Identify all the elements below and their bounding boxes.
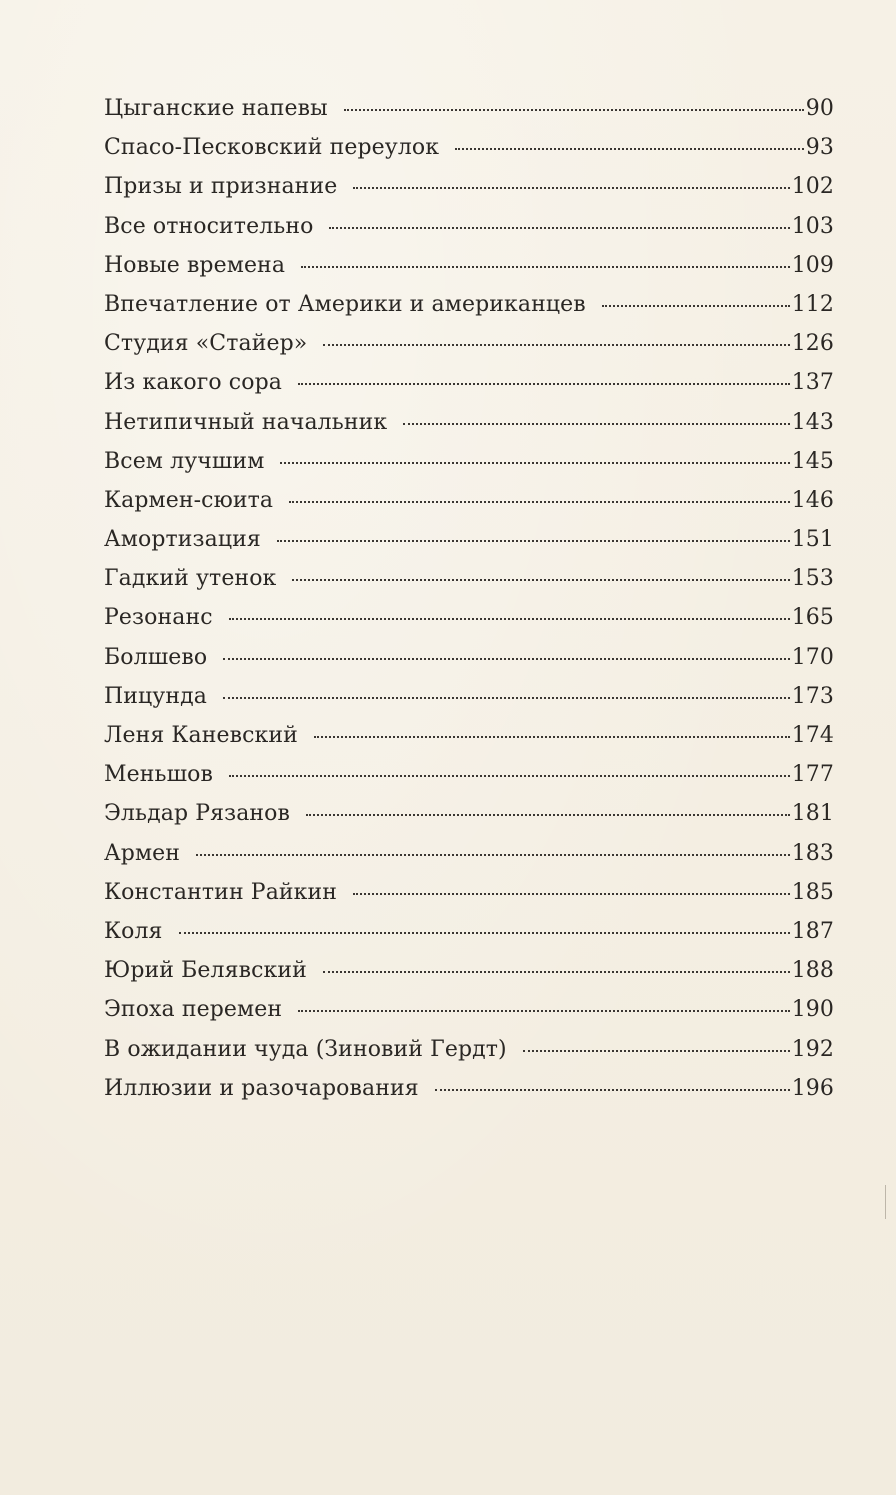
leader-dots xyxy=(196,854,790,856)
toc-entry xyxy=(104,684,834,723)
leader-dots xyxy=(323,971,790,973)
toc-entry-page: 137 xyxy=(791,370,834,396)
toc-entry-page: 173 xyxy=(791,683,834,709)
toc-entry-page: 145 xyxy=(791,448,834,474)
leader-dots xyxy=(229,775,790,777)
toc-entry-page: 143 xyxy=(791,409,834,435)
toc-entry xyxy=(104,801,834,840)
toc-entry xyxy=(104,566,834,605)
leader-dots xyxy=(298,1010,790,1012)
toc-entry-title: Спасо-Песковский переулок xyxy=(104,135,440,161)
page-edge-mark xyxy=(885,1185,886,1219)
toc-entry-page: 109 xyxy=(791,252,834,278)
leader-dots xyxy=(292,579,789,581)
toc-entry-page: 146 xyxy=(791,487,834,513)
toc-entry xyxy=(104,1037,834,1076)
toc-entry xyxy=(104,880,834,919)
toc-entry-page: 196 xyxy=(791,1075,834,1101)
toc-entry-page: 126 xyxy=(791,331,834,357)
toc-entry-title: Эпоха перемен xyxy=(104,997,283,1023)
toc-entry xyxy=(104,292,834,331)
toc-entry xyxy=(104,645,834,684)
toc-entry-page: 183 xyxy=(791,840,834,866)
toc-entry xyxy=(104,605,834,644)
leader-dots xyxy=(344,109,804,111)
toc-entry-title: Нетипичный начальник xyxy=(104,409,388,435)
leader-dots xyxy=(523,1050,790,1052)
toc-entry xyxy=(104,997,834,1036)
toc-entry-title: Иллюзии и разочарования xyxy=(104,1075,419,1101)
toc-entry xyxy=(104,919,834,958)
leader-dots xyxy=(223,697,790,699)
leader-dots xyxy=(223,658,790,660)
toc-entry-page: 174 xyxy=(791,723,834,748)
toc-entry-page: 177 xyxy=(791,762,834,788)
leader-dots xyxy=(229,618,790,620)
leader-dots xyxy=(306,814,790,816)
toc-entry xyxy=(104,1076,834,1115)
toc-entry-title: Армен xyxy=(104,840,181,866)
toc-entry xyxy=(104,488,834,527)
toc-entry-title: Впечатление от Америки и американцев xyxy=(104,291,586,317)
leader-dots xyxy=(277,540,790,542)
toc-entry-title: Амортизация xyxy=(104,527,261,553)
toc-entry-page: 112 xyxy=(791,291,834,317)
toc-entry-title: Из какого сора xyxy=(104,370,282,396)
toc-entry-title: Юрий Белявский xyxy=(104,958,307,984)
toc-entry-page: 190 xyxy=(791,997,834,1023)
toc-entry-title: Призы и признание xyxy=(104,174,338,200)
toc-entry xyxy=(104,370,834,409)
leader-dots xyxy=(314,736,790,738)
toc-entry-page: 103 xyxy=(791,213,834,239)
toc-entry xyxy=(104,253,834,292)
leader-dots xyxy=(280,462,789,464)
leader-dots xyxy=(289,501,790,503)
leader-dots xyxy=(403,423,789,425)
toc-entry-title: Кармен-сюита xyxy=(104,487,274,513)
toc-entry-title: Новые времена xyxy=(104,252,286,278)
toc-entry-title: Болшево xyxy=(104,644,208,670)
toc-entry-page: 187 xyxy=(791,918,834,944)
leader-dots xyxy=(602,305,790,307)
toc-entry xyxy=(104,410,834,449)
toc-entry-title: В ожидании чуда (Зиновий Гердт) xyxy=(104,1036,507,1062)
toc-entry-page: 90 xyxy=(805,96,834,121)
toc-entry-page: 192 xyxy=(791,1036,834,1062)
toc-entry xyxy=(104,841,834,880)
toc-entry xyxy=(104,331,834,370)
toc-entry-title: Константин Райкин xyxy=(104,879,338,905)
leader-dots xyxy=(323,344,789,346)
toc-entry-page: 170 xyxy=(791,644,834,670)
toc-entry xyxy=(104,527,834,566)
leader-dots xyxy=(353,893,790,895)
toc-entry-title: Пицунда xyxy=(104,683,207,709)
toc-entry xyxy=(104,96,834,135)
leader-dots xyxy=(329,227,789,229)
toc-entry-title: Гадкий утенок xyxy=(104,566,277,592)
toc-entry-page: 165 xyxy=(791,605,834,631)
toc-entry-page: 93 xyxy=(805,135,834,161)
toc-entry-title: Меньшов xyxy=(104,762,213,788)
toc-entry-page: 153 xyxy=(791,566,834,592)
toc-entry xyxy=(104,723,834,762)
toc-entry-page: 188 xyxy=(791,958,834,984)
leader-dots xyxy=(353,187,789,189)
toc-entry xyxy=(104,214,834,253)
toc-entry xyxy=(104,135,834,174)
toc-entry xyxy=(104,958,834,997)
toc-entry-page: 151 xyxy=(791,527,834,553)
table-of-contents xyxy=(104,96,834,1115)
toc-entry-page: 102 xyxy=(791,174,834,200)
toc-entry-page: 185 xyxy=(791,879,834,905)
toc-entry-title: Все относительно xyxy=(104,213,314,239)
toc-entry xyxy=(104,762,834,801)
toc-entry-title: Леня Каневский xyxy=(104,723,298,748)
toc-entry-title: Эльдар Рязанов xyxy=(104,801,291,827)
leader-dots xyxy=(179,932,790,934)
toc-entry xyxy=(104,174,834,213)
toc-entry xyxy=(104,449,834,488)
toc-entry-title: Студия «Стайер» xyxy=(104,331,308,357)
leader-dots xyxy=(455,148,804,150)
toc-entry-title: Цыганские напевы xyxy=(104,96,328,121)
leader-dots xyxy=(298,383,790,385)
toc-entry-title: Всем лучшим xyxy=(104,448,265,474)
toc-entry-title: Резонанс xyxy=(104,605,213,631)
toc-entry-page: 181 xyxy=(791,801,834,827)
leader-dots xyxy=(435,1089,790,1091)
toc-entry-title: Коля xyxy=(104,918,163,944)
leader-dots xyxy=(301,266,790,268)
